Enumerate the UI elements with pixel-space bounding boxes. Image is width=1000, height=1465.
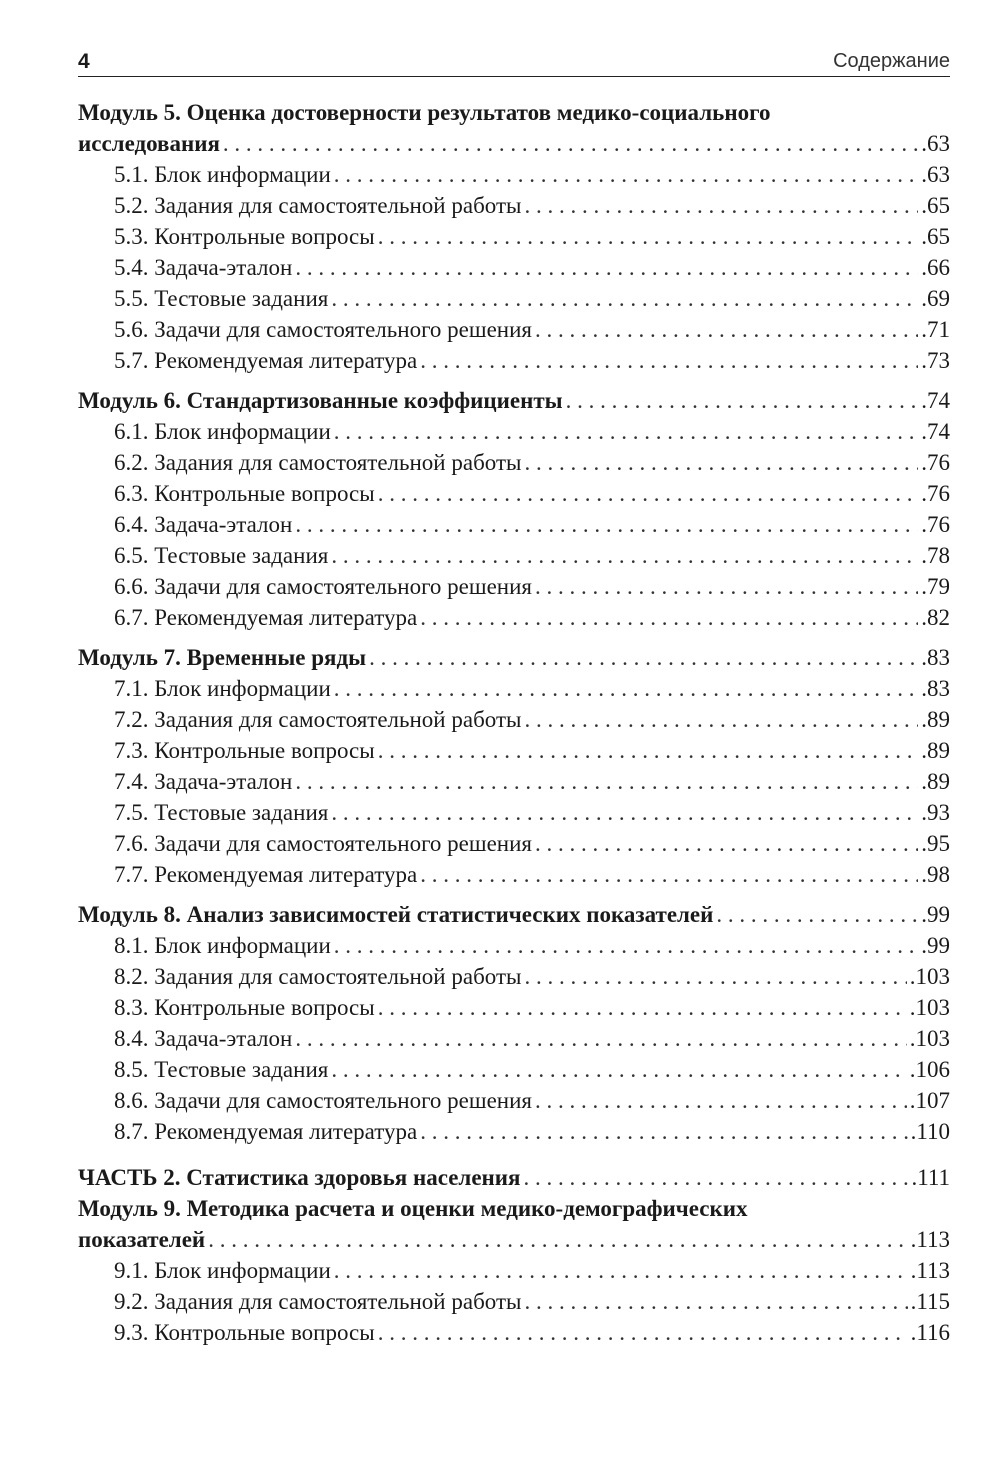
toc-entry-title: 7.2. Задания для самостоятельной работы	[114, 707, 522, 732]
toc-entry-title: 5.1. Блок информации	[114, 162, 331, 187]
toc-page-number: .76	[921, 512, 950, 537]
dot-leader	[295, 252, 918, 283]
toc-page-number: .69	[921, 286, 950, 311]
toc-module-title-line: Модуль 9. Методика расчета и оценки медико-демографических	[78, 1196, 748, 1221]
dot-leader	[295, 1023, 906, 1054]
toc-section-entry[interactable]	[78, 1116, 950, 1147]
dot-leader	[523, 1162, 908, 1193]
dot-leader	[378, 221, 919, 252]
toc-entry-title: 6.7. Рекомендуемая литература	[114, 605, 418, 630]
toc-entry-title: 5.4. Задача-эталон	[114, 255, 293, 280]
toc-page-number: .116	[910, 1320, 950, 1345]
toc-section-entry[interactable]	[78, 673, 950, 704]
toc-entry-title: ЧАСТЬ 2. Статистика здоровья населения	[78, 1165, 521, 1190]
toc-entry-title: 5.2. Задания для самостоятельной работы	[114, 193, 522, 218]
toc-page-number: .65	[921, 224, 950, 249]
toc-section-entry[interactable]	[78, 1085, 950, 1116]
dot-leader	[420, 1116, 907, 1147]
toc-entry-title: 8.3. Контрольные вопросы	[114, 995, 375, 1020]
toc-module-entry[interactable]	[78, 899, 950, 930]
toc-section-entry[interactable]	[78, 961, 950, 992]
toc-page-number: .89	[921, 769, 950, 794]
dot-leader	[334, 673, 918, 704]
toc-entry-title: 5.5. Тестовые задания	[114, 286, 329, 311]
dot-leader	[378, 478, 919, 509]
toc-module-title-line: Модуль 5. Оценка достоверности результатов медико-социального	[78, 100, 771, 125]
toc-section-entry[interactable]	[78, 478, 950, 509]
toc-entry-title: 9.2. Задания для самостоятельной работы	[114, 1289, 522, 1314]
toc-page-number: .107	[909, 1088, 950, 1113]
toc-page-number: .103	[909, 964, 950, 989]
toc-section-entry[interactable]	[78, 190, 950, 221]
toc-entry-title: 8.1. Блок информации	[114, 933, 331, 958]
toc-page-number: .89	[921, 707, 950, 732]
dot-leader	[535, 828, 918, 859]
toc-module-entry[interactable]	[78, 642, 950, 673]
toc-entry-title: 7.5. Тестовые задания	[114, 800, 329, 825]
dot-leader	[331, 797, 918, 828]
toc-section-entry[interactable]	[78, 735, 950, 766]
toc-section-entry[interactable]	[78, 1286, 950, 1317]
toc-entry-title: 5.7. Рекомендуемая литература	[114, 348, 418, 373]
toc-section-entry[interactable]	[78, 1317, 950, 1348]
toc-module-entry[interactable]	[78, 1162, 950, 1193]
running-head-title: Содержание	[833, 50, 950, 72]
toc-section-entry[interactable]	[78, 766, 950, 797]
toc-page-number: .74	[921, 388, 950, 413]
dot-leader	[369, 642, 918, 673]
toc-page-number: .79	[921, 574, 950, 599]
toc-section-entry[interactable]	[78, 283, 950, 314]
toc-page-number: .99	[921, 902, 950, 927]
dot-leader	[535, 571, 918, 602]
page-number: 4	[78, 50, 90, 73]
toc-page-number: .76	[921, 481, 950, 506]
dot-leader	[334, 930, 918, 961]
toc-entry-title: 8.7. Рекомендуемая литература	[114, 1119, 418, 1144]
dot-leader	[378, 1317, 908, 1348]
dot-leader	[420, 602, 918, 633]
toc-page-number: .63	[921, 131, 950, 156]
toc-page-number: .83	[921, 645, 950, 670]
toc-entry-title: 8.6. Задачи для самостоятельного решения	[114, 1088, 532, 1113]
dot-leader	[223, 128, 918, 159]
toc-section-entry[interactable]	[78, 930, 950, 961]
toc-section-entry[interactable]	[78, 1255, 950, 1286]
toc-section-entry[interactable]	[78, 1054, 950, 1085]
toc-page-number: .74	[921, 419, 950, 444]
toc-page-number: .99	[921, 933, 950, 958]
toc-entry-title: Модуль 6. Стандартизованные коэффициенты	[78, 388, 563, 413]
toc-entry-title: 6.2. Задания для самостоятельной работы	[114, 450, 522, 475]
dot-leader	[566, 385, 919, 416]
toc-page-number: .98	[921, 862, 950, 887]
running-head	[78, 48, 950, 77]
toc-entry-title: 5.3. Контрольные вопросы	[114, 224, 375, 249]
toc-page-number: .73	[921, 348, 950, 373]
toc-module-entry[interactable]	[78, 128, 950, 159]
toc-page-number: .71	[921, 317, 950, 342]
dot-leader	[331, 283, 918, 314]
toc-page-number: .111	[911, 1165, 950, 1190]
toc-entry-title: исследования	[78, 131, 220, 156]
toc-entry-title: 8.2. Задания для самостоятельной работы	[114, 964, 522, 989]
toc-section-entry[interactable]	[78, 571, 950, 602]
toc-section-entry[interactable]	[78, 159, 950, 190]
dot-leader	[334, 416, 918, 447]
toc-section-entry[interactable]	[78, 859, 950, 890]
dot-leader	[334, 159, 918, 190]
toc-page-number: .110	[910, 1119, 950, 1144]
toc-section-entry[interactable]	[78, 1023, 950, 1054]
dot-leader	[295, 766, 918, 797]
toc-entry-title: 7.4. Задача-эталон	[114, 769, 293, 794]
toc-page-number: .78	[921, 543, 950, 568]
toc-section-entry[interactable]	[78, 704, 950, 735]
toc-page-number: .95	[921, 831, 950, 856]
dot-leader	[524, 1286, 907, 1317]
toc-entry-title: 8.5. Тестовые задания	[114, 1057, 329, 1082]
toc-section-entry[interactable]	[78, 992, 950, 1023]
dot-leader	[420, 859, 918, 890]
toc-entry-title: 9.1. Блок информации	[114, 1258, 331, 1283]
toc-entry-title: 7.6. Задачи для самостоятельного решения	[114, 831, 532, 856]
toc-entry-title: 6.3. Контрольные вопросы	[114, 481, 375, 506]
dot-leader	[295, 509, 918, 540]
dot-leader	[524, 704, 918, 735]
table-of-contents	[78, 97, 950, 1348]
toc-page-number: .82	[921, 605, 950, 630]
toc-section-entry[interactable]	[78, 221, 950, 252]
toc-entry-title: 6.6. Задачи для самостоятельного решения	[114, 574, 532, 599]
dot-leader	[524, 447, 918, 478]
toc-entry-title: 6.1. Блок информации	[114, 419, 331, 444]
dot-leader	[331, 1054, 906, 1085]
toc-entry-title: Модуль 8. Анализ зависимостей статистических показателей	[78, 902, 714, 927]
toc-section-entry[interactable]	[78, 540, 950, 571]
dot-leader	[524, 961, 906, 992]
dot-leader	[535, 314, 918, 345]
toc-entry-title: Модуль 7. Временные ряды	[78, 645, 367, 670]
toc-page-number: .65	[921, 193, 950, 218]
toc-module-entry[interactable]	[78, 385, 950, 416]
toc-page-number: .63	[921, 162, 950, 187]
toc-page-number: .113	[910, 1258, 950, 1283]
toc-entry-title: 5.6. Задачи для самостоятельного решения	[114, 317, 532, 342]
dot-leader	[716, 899, 918, 930]
toc-page-number: .106	[909, 1057, 950, 1082]
toc-page-number: .93	[921, 800, 950, 825]
toc-page-number: .115	[910, 1289, 950, 1314]
toc-page-number: .103	[909, 1026, 950, 1051]
toc-section-entry[interactable]	[78, 345, 950, 376]
toc-section-entry[interactable]	[78, 828, 950, 859]
toc-page-number: .103	[909, 995, 950, 1020]
toc-page-number: .76	[921, 450, 950, 475]
toc-section-entry[interactable]	[78, 602, 950, 633]
dot-leader	[208, 1224, 907, 1255]
toc-module-entry[interactable]	[78, 1224, 950, 1255]
toc-section-entry[interactable]	[78, 416, 950, 447]
toc-entry-title: показателей	[78, 1227, 206, 1252]
dot-leader	[331, 540, 918, 571]
dot-leader	[334, 1255, 908, 1286]
toc-page-number: .66	[921, 255, 950, 280]
dot-leader	[420, 345, 918, 376]
dot-leader	[535, 1085, 907, 1116]
toc-entry-title: 6.4. Задача-эталон	[114, 512, 293, 537]
toc-entry-title: 7.3. Контрольные вопросы	[114, 738, 375, 763]
toc-section-entry[interactable]	[78, 252, 950, 283]
toc-page-number: .89	[921, 738, 950, 763]
toc-entry-title: 8.4. Задача-эталон	[114, 1026, 293, 1051]
toc-page-number: .113	[910, 1227, 950, 1252]
toc-entry-title: 9.3. Контрольные вопросы	[114, 1320, 375, 1345]
toc-section-entry[interactable]	[78, 509, 950, 540]
toc-entry-title: 7.7. Рекомендуемая литература	[114, 862, 418, 887]
toc-entry-title: 6.5. Тестовые задания	[114, 543, 329, 568]
toc-section-entry[interactable]	[78, 447, 950, 478]
dot-leader	[378, 735, 919, 766]
toc-section-entry[interactable]	[78, 314, 950, 345]
dot-leader	[524, 190, 918, 221]
dot-leader	[378, 992, 907, 1023]
toc-entry-title: 7.1. Блок информации	[114, 676, 331, 701]
toc-section-entry[interactable]	[78, 797, 950, 828]
toc-page-number: .83	[921, 676, 950, 701]
